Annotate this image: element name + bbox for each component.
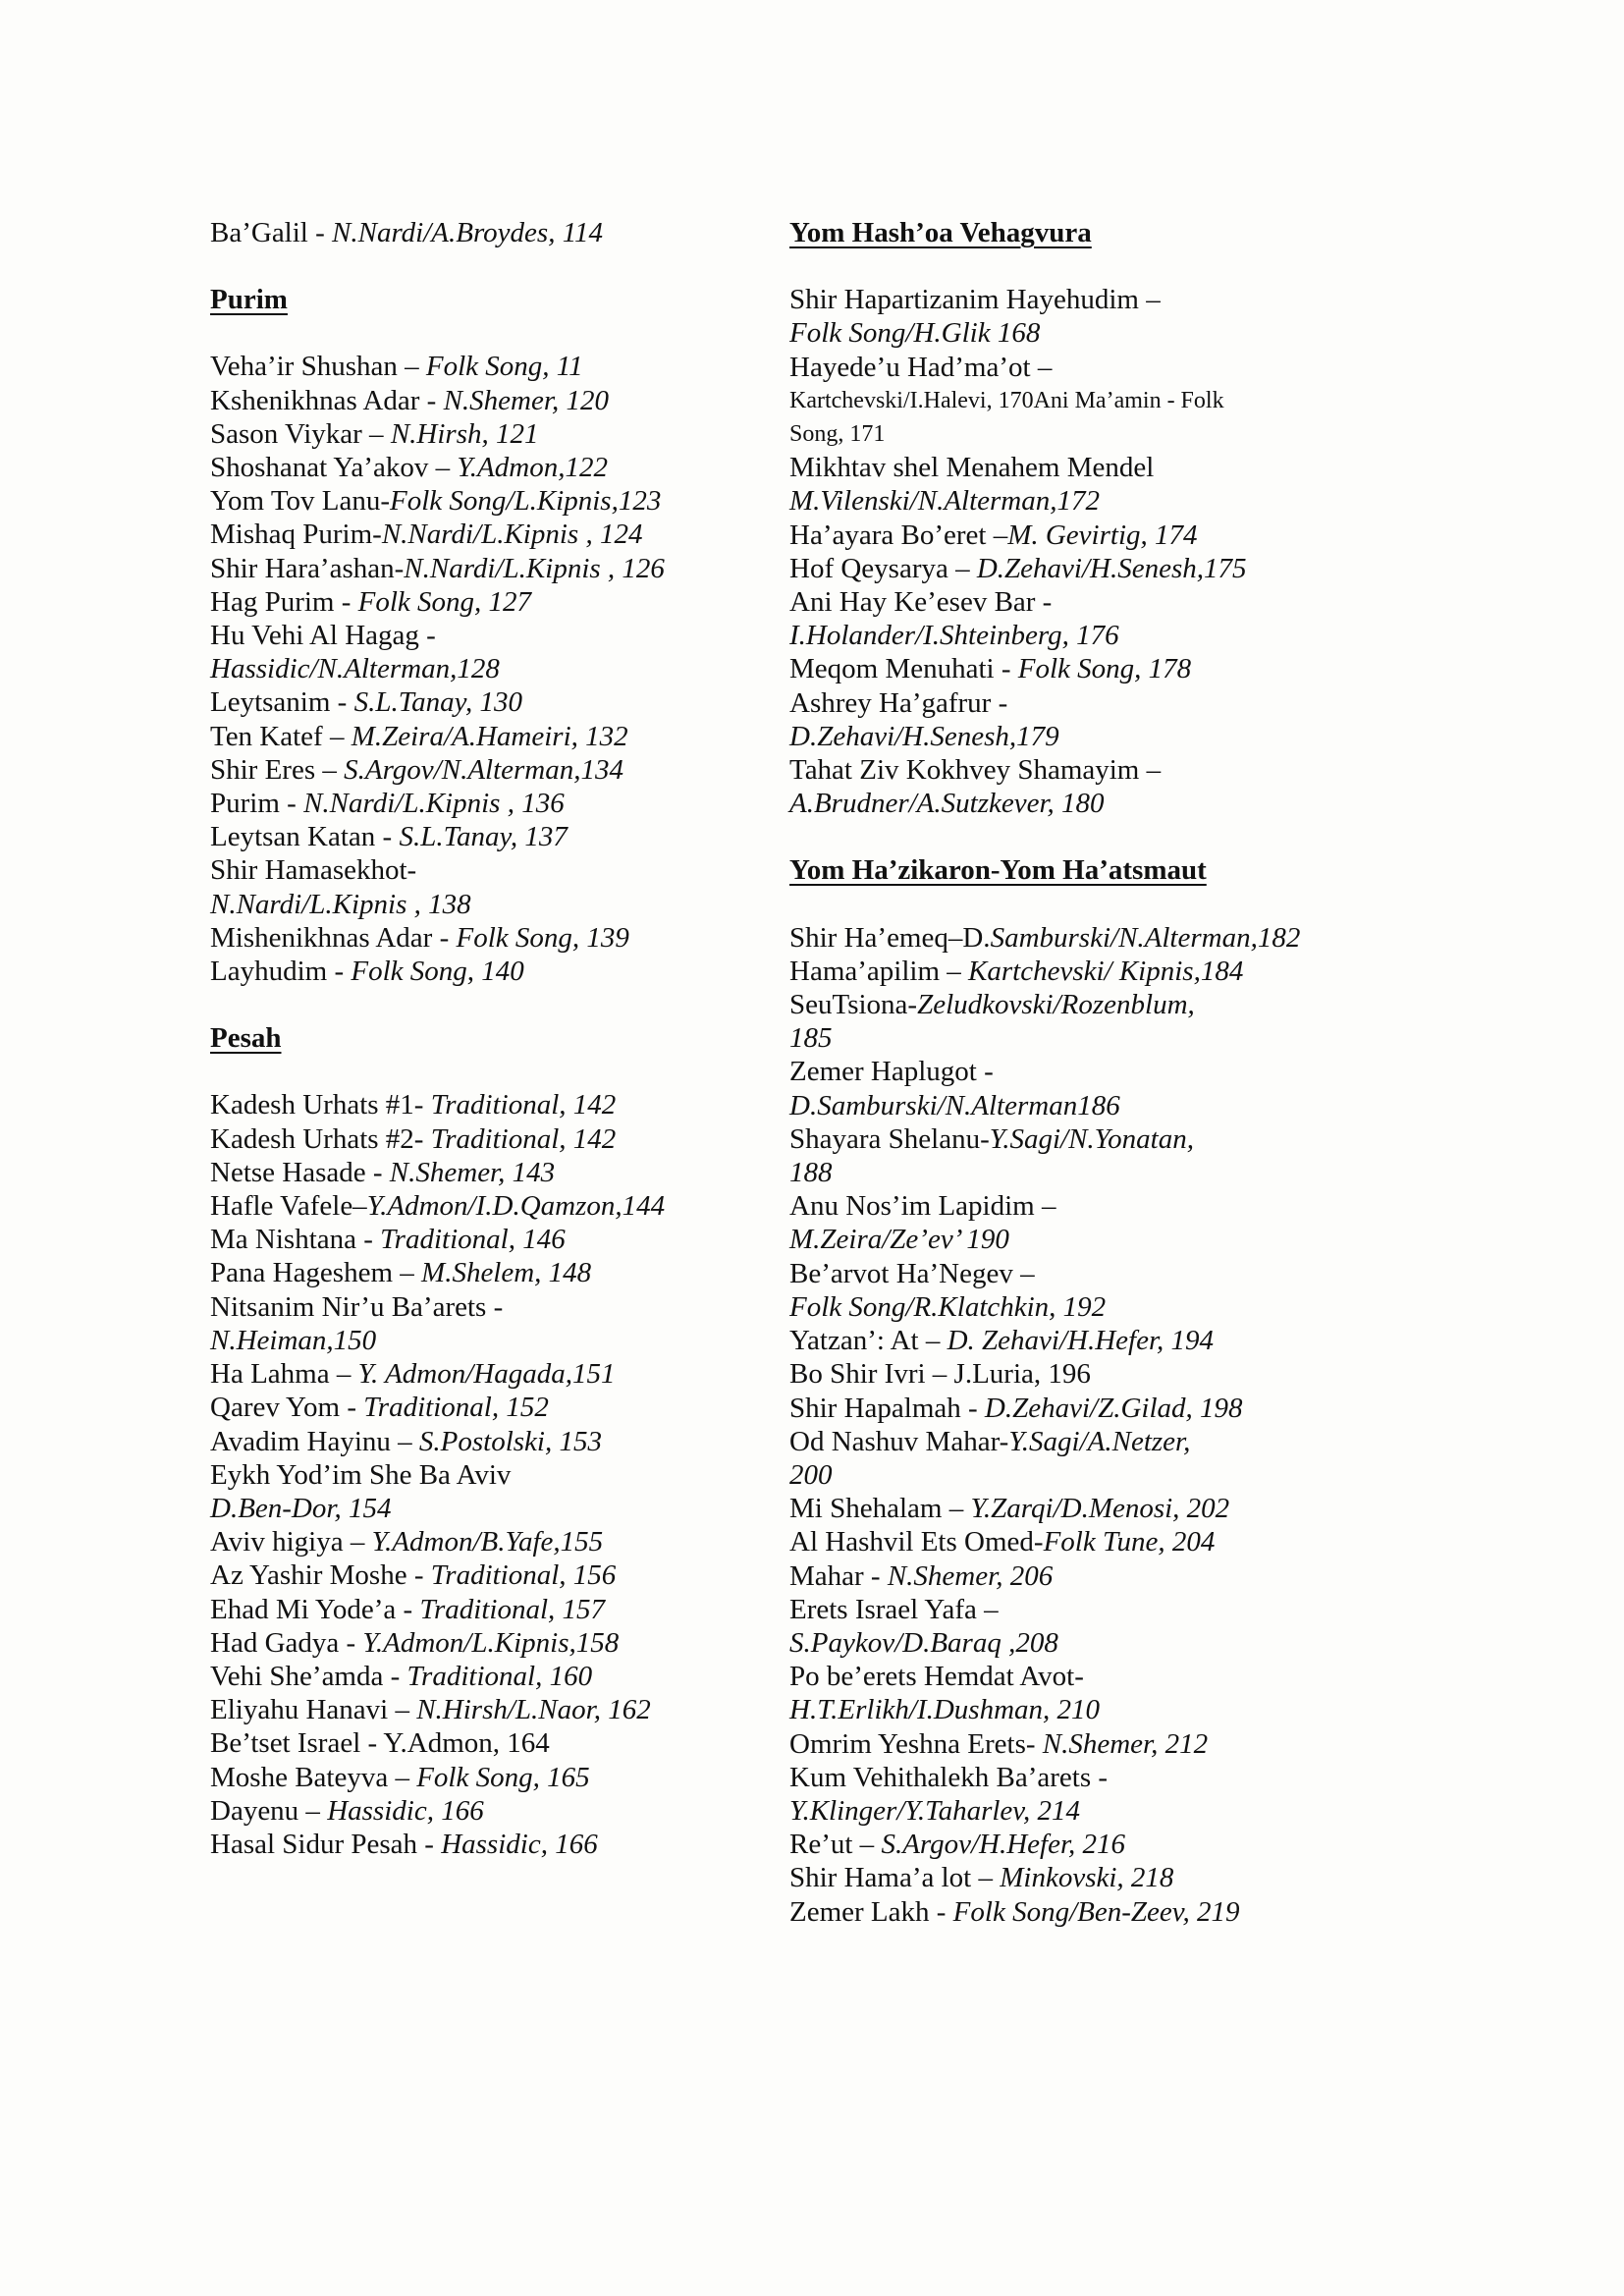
song-entry	[210, 1593, 760, 1626]
song-entry	[210, 1525, 760, 1558]
song-entry	[789, 283, 1339, 316]
song-title: Mi Shehalam –	[789, 1493, 971, 1525]
song-title: Leytsanim -	[210, 686, 354, 719]
song-credit: M.Vilenski/N.Alterman,172	[789, 485, 1100, 518]
song-title: Zemer Lakh -	[789, 1895, 953, 1928]
song-credit: Y.Admon/B.Yafe,155	[371, 1526, 604, 1558]
song-entry	[789, 988, 1339, 1021]
song-title: Be’arvot Ha’Negev –	[789, 1257, 1035, 1289]
song-entry	[210, 1828, 760, 1861]
song-title: Kshenikhnas Adar -	[210, 384, 444, 416]
song-entry	[210, 1458, 760, 1492]
song-title: Kadesh Urhats #1-	[210, 1089, 431, 1121]
song-entry	[789, 1626, 1339, 1660]
song-credit: Y.Admon,122	[457, 452, 608, 484]
song-entry	[210, 350, 760, 383]
song-title: Moshe Bateyva –	[210, 1761, 417, 1793]
song-title: Shir Hamasekhot-	[210, 854, 417, 887]
song-entry	[789, 1660, 1339, 1693]
song-title: Eliyahu Hanavi –	[210, 1694, 417, 1726]
song-entry	[789, 384, 1339, 417]
song-entry	[210, 585, 760, 619]
song-entry	[210, 1357, 760, 1391]
song-title: Hasal Sidur Pesah -	[210, 1828, 442, 1860]
song-title: Re’ut –	[789, 1829, 882, 1861]
song-title: Omrim Yeshna Erets-	[789, 1727, 1043, 1760]
song-title: Shir Hapalmah -	[789, 1392, 985, 1424]
song-entry	[210, 1558, 760, 1592]
song-title: Nitsanim Nir’u Ba’arets -	[210, 1290, 504, 1323]
song-entry	[789, 417, 1339, 451]
song-entry	[210, 384, 760, 417]
song-entry	[210, 921, 760, 955]
section-heading: Yom Ha’zikaron-Yom Ha’atsmaut	[789, 854, 1207, 887]
song-title: Hag Purim -	[210, 585, 358, 618]
song-title: Veha’ir Shushan –	[210, 351, 426, 383]
song-credit: Hassidic, 166	[327, 1794, 484, 1827]
song-entry	[210, 1425, 760, 1458]
song-entry	[210, 1693, 760, 1726]
song-credit: Folk Song, 165	[416, 1761, 590, 1793]
song-title: Shir Eres –	[210, 753, 345, 786]
song-entry	[210, 1256, 760, 1289]
song-credit: 185	[789, 1022, 833, 1055]
song-credit: Zeludkovski/Rozenblum,	[917, 989, 1195, 1021]
song-entry	[789, 1593, 1339, 1626]
song-credit: N.Shemer, 206	[887, 1559, 1054, 1592]
song-title: Kadesh Urhats #2-	[210, 1122, 431, 1155]
song-title: Avadim Hayinu –	[210, 1425, 419, 1457]
song-entry	[789, 753, 1339, 787]
song-entry	[789, 1828, 1339, 1861]
song-credit: Traditional, 157	[419, 1593, 605, 1625]
song-entry	[210, 1626, 760, 1660]
song-title: Hayede’u Had’ma’ot –	[789, 351, 1053, 383]
song-credit: M.Shelem, 148	[421, 1257, 592, 1289]
song-entry	[789, 351, 1339, 384]
song-title: Anu Nos’im Lapidim –	[789, 1190, 1056, 1223]
song-title: Mikhtav shel Menahem Mendel	[789, 452, 1155, 484]
song-title: Had Gadya -	[210, 1626, 363, 1659]
song-title: Kartchevski/I.Halevi, 170Ani Ma’amin - Folk	[789, 387, 1224, 413]
song-entry	[210, 1088, 760, 1121]
song-title: Aviv higiya –	[210, 1526, 372, 1558]
song-title: Az Yashir Moshe -	[210, 1559, 431, 1592]
song-title: SeuTsiona-	[789, 989, 918, 1021]
song-title: Hu Vehi Al Hagag -	[210, 620, 436, 652]
song-entry	[210, 619, 760, 652]
song-entry	[210, 484, 760, 518]
song-entry	[210, 853, 760, 887]
song-entry	[789, 552, 1339, 585]
song-title: Hama’apilim –	[789, 955, 969, 987]
song-credit: Traditional, 142	[430, 1089, 617, 1121]
song-entry	[210, 1122, 760, 1156]
song-entry	[210, 1492, 760, 1525]
song-credit: S.Paykov/D.Baraq ,208	[789, 1626, 1058, 1659]
song-entry	[789, 1425, 1339, 1458]
song-entry	[210, 787, 760, 820]
song-credit: Traditional, 152	[363, 1392, 549, 1424]
song-title: Purim -	[210, 788, 304, 820]
song-credit: Folk Song, 139	[456, 921, 629, 954]
song-credit: Folk Song, 178	[1017, 653, 1192, 685]
song-entry	[789, 484, 1339, 518]
song-entry	[789, 720, 1339, 753]
song-entry	[789, 585, 1339, 619]
song-title: Netse Hasade -	[210, 1156, 390, 1188]
song-credit: Y.Zarqi/D.Menosi, 202	[970, 1493, 1230, 1525]
song-credit: N.Shemer, 212	[1042, 1727, 1209, 1760]
song-title: Eykh Yod’im She Ba Aviv	[210, 1458, 512, 1491]
song-title: Al Hashvil Ets Omed-	[789, 1526, 1044, 1558]
section-heading: Yom Hash’oa Vehagvura	[789, 217, 1092, 248]
song-credit: Y.Admon/I.D.Qamzon,144	[366, 1190, 666, 1223]
song-entry	[789, 1324, 1339, 1357]
song-title: Mishaq Purim-	[210, 519, 382, 551]
song-title: Shir Hara’ashan-	[210, 552, 405, 584]
song-title: Ha Lahma –	[210, 1358, 358, 1391]
song-entry	[789, 1089, 1339, 1122]
song-entry	[789, 1156, 1339, 1189]
song-credit: Folk Song/Ben-Zeev, 219	[952, 1895, 1240, 1928]
song-entry	[789, 316, 1339, 350]
song-entry	[789, 1693, 1339, 1726]
song-entry	[789, 1290, 1339, 1324]
song-title: Mahar -	[789, 1559, 888, 1592]
song-credit: S.Postolski, 153	[418, 1425, 602, 1457]
song-credit: D.Zehavi/H.Senesh,179	[789, 720, 1059, 752]
song-title: Shayara Shelanu-	[789, 1122, 990, 1155]
song-entry	[789, 1458, 1339, 1492]
song-title: Qarev Yom -	[210, 1392, 364, 1424]
song-entry	[789, 1794, 1339, 1828]
song-entry	[210, 1660, 760, 1693]
song-credit: N.Hirsh/L.Naor, 162	[416, 1694, 651, 1726]
song-credit: Folk Song, 127	[357, 585, 532, 618]
song-title: Erets Israel Yafa –	[789, 1593, 999, 1625]
song-credit: N.Nardi/L.Kipnis , 124	[381, 519, 643, 551]
song-title: Shir Hama’a lot –	[789, 1862, 1001, 1894]
song-entry	[210, 552, 760, 585]
song-entry	[789, 1861, 1339, 1894]
song-entry	[210, 518, 760, 551]
song-credit: Y.Admon/L.Kipnis,158	[362, 1626, 620, 1659]
song-entry	[789, 451, 1339, 484]
song-title: Pana Hageshem –	[210, 1257, 422, 1289]
song-credit: Folk Song/L.Kipnis,123	[390, 485, 662, 518]
song-entry	[789, 1223, 1339, 1256]
song-entry	[210, 888, 760, 921]
song-entry	[789, 1055, 1339, 1088]
song-credit: M. Gevirtig, 174	[1007, 519, 1198, 551]
song-credit: N.Hirsh, 121	[390, 417, 539, 450]
song-credit: M.Zeira/Ze’ev’ 190	[789, 1224, 1009, 1256]
song-credit: Traditional, 156	[430, 1559, 617, 1592]
song-title: Ba’Galil -	[210, 217, 333, 248]
song-title: Dayenu –	[210, 1794, 328, 1827]
song-entry	[210, 1223, 760, 1256]
song-credit: Folk Tune, 204	[1043, 1526, 1216, 1558]
song-title: Shir Hapartizanim Hayehudim –	[789, 284, 1161, 316]
song-entry	[210, 820, 760, 853]
song-entry	[210, 1290, 760, 1324]
song-entry	[789, 619, 1339, 652]
song-credit: Minkovski, 218	[1000, 1862, 1174, 1894]
song-title: Tahat Ziv Kokhvey Shamayim –	[789, 754, 1162, 787]
song-credit: I.Holander/I.Shteinberg, 176	[789, 620, 1119, 652]
song-entry	[210, 652, 760, 685]
song-entry	[210, 216, 760, 249]
song-entry	[789, 1559, 1339, 1593]
song-credit: N.Shemer, 143	[389, 1156, 556, 1188]
song-title: Ma Nishtana -	[210, 1224, 381, 1256]
song-entry	[789, 1392, 1339, 1425]
song-entry	[789, 1727, 1339, 1761]
song-credit: 188	[789, 1157, 833, 1189]
song-title: Od Nashuv Mahar-	[789, 1425, 1009, 1457]
song-title: Hafle Vafele–	[210, 1190, 367, 1223]
song-credit: Folk Song, 140	[351, 956, 524, 988]
song-credit: Folk Song/H.Glik 168	[789, 317, 1041, 350]
song-title: Shoshanat Ya’akov –	[210, 452, 458, 484]
song-credit: Y.Sagi/N.Yonatan,	[989, 1122, 1194, 1155]
song-entry	[210, 753, 760, 787]
song-entry	[789, 686, 1339, 720]
song-credit: H.T.Erlikh/I.Dushman, 210	[789, 1694, 1101, 1726]
song-credit: Y. Admon/Hagada,151	[357, 1358, 616, 1391]
song-credit: Folk Song, 11	[425, 351, 583, 383]
song-credit: Y.Klinger/Y.Taharlev, 214	[789, 1794, 1081, 1827]
song-entry	[789, 519, 1339, 552]
song-credit: Kartchevski/ Kipnis,184	[968, 955, 1244, 987]
song-title: Ten Katef –	[210, 720, 352, 752]
song-credit: N.Nardi/L.Kipnis , 138	[210, 888, 471, 920]
song-entry	[789, 921, 1339, 955]
song-entry	[789, 787, 1339, 820]
song-entry	[789, 1761, 1339, 1794]
song-entry	[789, 955, 1339, 988]
song-credit: N.Shemer, 120	[443, 384, 609, 416]
song-credit: M.Zeira/A.Hameiri, 132	[351, 720, 628, 752]
song-title: Sason Viykar –	[210, 417, 391, 450]
song-credit: Traditional, 160	[406, 1660, 593, 1692]
song-title: Yatzan’: At –	[789, 1325, 947, 1357]
song-credit: S.L.Tanay, 137	[399, 821, 568, 853]
song-entry	[789, 1895, 1339, 1929]
song-entry	[210, 720, 760, 753]
section-heading: Pesah	[210, 1022, 282, 1055]
song-credit: D. Zehavi/H.Hefer, 194	[947, 1325, 1215, 1357]
song-entry	[210, 1726, 760, 1760]
song-title: Hof Qeysarya –	[789, 552, 977, 584]
song-entry	[789, 1021, 1339, 1055]
song-title: Vehi She’amda -	[210, 1660, 407, 1692]
song-title: Ha’ayara Bo’eret –	[789, 519, 1008, 551]
song-entry	[210, 1761, 760, 1794]
song-credit: N.Nardi/L.Kipnis , 126	[404, 552, 665, 584]
song-credit: S.Argov/H.Hefer, 216	[881, 1829, 1126, 1861]
song-title: Ani Hay Ke’esev Bar -	[789, 586, 1053, 619]
song-title: Yom Tov Lanu-	[210, 485, 391, 518]
song-title: Song, 171	[789, 421, 886, 448]
song-title: Layhudim -	[210, 956, 352, 988]
song-entry	[789, 652, 1339, 685]
song-title: Ehad Mi Yode’a -	[210, 1593, 420, 1625]
song-entry	[210, 1391, 760, 1424]
song-credit: D.Zehavi/Z.Gilad, 198	[984, 1392, 1243, 1424]
song-credit: Samburski/N.Alterman,182	[990, 921, 1301, 954]
section-heading: Purim	[210, 284, 288, 316]
song-credit: D.Zehavi/H.Senesh,175	[976, 552, 1247, 584]
song-title: Leytsan Katan -	[210, 821, 400, 853]
song-credit: Hassidic/N.Alterman,128	[210, 653, 500, 685]
song-entry	[210, 1324, 760, 1357]
song-title: Zemer Haplugot -	[789, 1056, 994, 1088]
song-entry	[210, 1794, 760, 1828]
song-entry	[789, 1357, 1339, 1391]
song-entry	[789, 1525, 1339, 1558]
song-title: Bo Shir Ivri – J.Luria, 196	[789, 1358, 1091, 1391]
song-credit: S.L.Tanay, 130	[353, 686, 522, 719]
song-credit: 200	[789, 1458, 833, 1491]
song-credit: N.Heiman,150	[210, 1324, 377, 1356]
song-credit: Traditional, 146	[380, 1224, 566, 1256]
song-entry	[210, 1156, 760, 1189]
song-credit: D.Ben-Dor, 154	[210, 1492, 392, 1524]
song-title: Shir Ha’emeq–D.	[789, 921, 991, 954]
song-entry	[789, 1122, 1339, 1156]
song-entry	[210, 451, 760, 484]
song-entry	[210, 417, 760, 451]
song-title: Ashrey Ha’gafrur -	[789, 686, 1008, 719]
song-credit: Folk Song/R.Klatchkin, 192	[789, 1290, 1107, 1323]
song-credit: A.Brudner/A.Sutzkever, 180	[789, 788, 1105, 820]
song-entry	[789, 1492, 1339, 1525]
song-title: Kum Vehithalekh Ba’arets -	[789, 1761, 1109, 1793]
song-entry	[210, 1189, 760, 1223]
song-entry	[210, 955, 760, 988]
song-credit: S.Argov/N.Alterman,134	[344, 753, 623, 786]
right-column	[789, 216, 1339, 1929]
song-credit: D.Samburski/N.Alterman186	[789, 1089, 1120, 1121]
song-credit: N.Nardi/A.Broydes, 114	[332, 217, 604, 248]
song-title: Po be’erets Hemdat Avot-	[789, 1661, 1084, 1693]
song-entry	[789, 1189, 1339, 1223]
song-credit: Y.Sagi/A.Netzer,	[1008, 1425, 1191, 1457]
song-credit: N.Nardi/L.Kipnis , 136	[303, 788, 565, 820]
song-credit: Traditional, 142	[430, 1122, 617, 1155]
song-entry	[789, 1257, 1339, 1290]
left-column	[210, 216, 760, 1861]
song-credit: Hassidic, 166	[441, 1828, 598, 1860]
song-title: Mishenikhnas Adar -	[210, 921, 457, 954]
song-entry	[210, 685, 760, 719]
song-title: Be’tset Israel - Y.Admon, 164	[210, 1727, 550, 1760]
song-title: Meqom Menuhati -	[789, 653, 1018, 685]
